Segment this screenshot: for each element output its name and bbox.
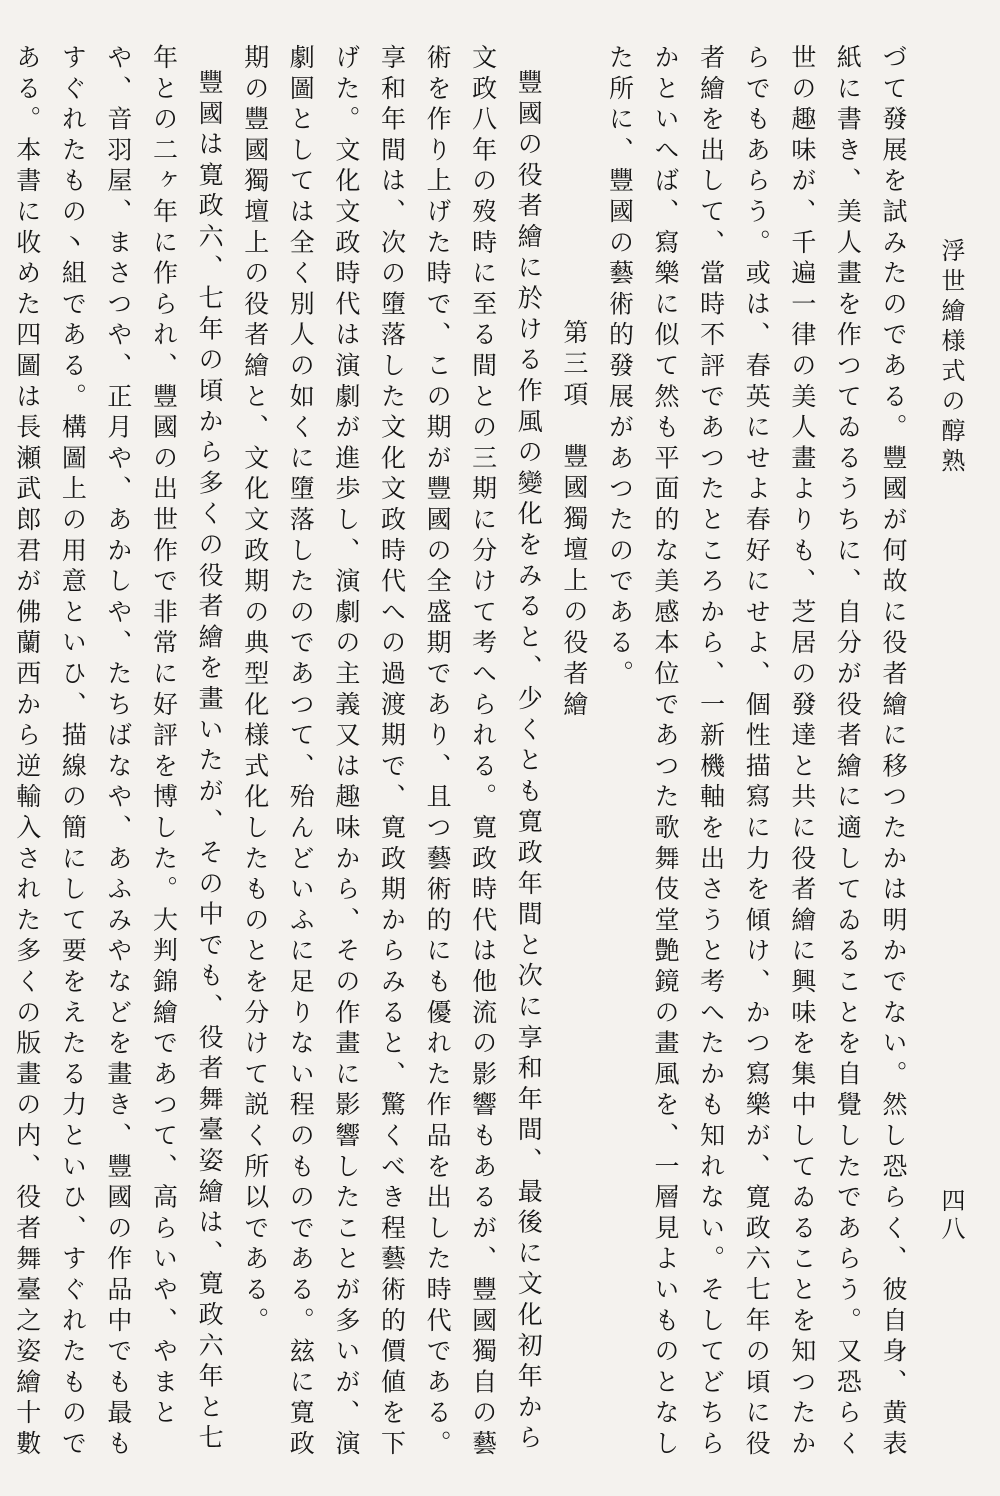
paragraph-continuation: づて發展を試みたのである。豐國が何故に役者繪に移つたかは明かでない。然し恐らく、彼自身、黄表紙に書き、美人畫を作つてゐるうちに、自分が役者繪に適してゐることを自覺したであらう。又恐らく世の趣味が、千遍一律の美人畫よりも、芝居の發達と共に役者繪に興味を集中してゐることを知つたからでもあらう。或は、春英にせよ春好にせよ、個性描寫に力を傾け、かつ寫樂が、寛政六七年の頃に役者繪を出して、當時不評であつたところから、一新機軸を出さうと考へたかも知れない。そしてどちらかといへば、寫樂に似て然も平面的な美感本位であつた歌舞伎堂艶鏡の畫風を、一層見よいものとなした所に、豐國の藝術的發展があつたのである。 bbox=[605, 44, 908, 1461]
page-number: 四八 bbox=[937, 1188, 965, 1244]
paragraph: 豐國は寛政六、七年の頃から多くの役者繪を畫いたが、その中でも、役者舞臺姿繪は、寛政六年と七年との二ヶ年に作られ、豐國の出世作で非常に好評を博した。大判錦繪であつて、高らいや、やまとや、音羽屋、まさつや、正月や、あかしや、たちばなや、あふみやなどを畫き、豐國の作品中でも最もすぐれたもの丶組である。構圖上の用意といひ、描線の簡にして要をえたる力といひ、すぐれたものである。本書に收めた四圖は長瀬武郎君が佛蘭西から逆輸入された多くの版畫の内、役者舞臺之姿繪十數 bbox=[12, 44, 225, 1461]
section-heading: 第三項 豐國獨壇上の役者繪 bbox=[559, 319, 589, 722]
running-title: 浮世繪様式の醇熟 bbox=[937, 238, 965, 478]
paragraph: 豐國の役者繪に於ける作風の變化をみると、少くとも寛政年間と次に享和年間、最後に文化初年から文政八年の歿時に至る間との三期に分けて考へられる。寛政時代は他流の影響もあるが、豐國獨自の藝術を作り上げた時で、この期が豐國の全盛期であり、且つ藝術的にも優れた作品を出した時代である。享和年間は、次の墮落した文化文政時代への過渡期で、寛政期からみると、驚くべき程藝術的價値を下げた。文化文政時代は演劇が進歩し、演劇の主義又は趣味から、その作畫に影響したことが多いが、演劇圖としては全く別人の如くに墮落したのであつて、殆んどいふに足りない程のものである。玆に寛政期の豐國獨壇上の役者繪と、文化文政期の典型化様式化したものとを分けて説く所以である。 bbox=[240, 44, 544, 1461]
body-text bbox=[12, 44, 916, 1476]
